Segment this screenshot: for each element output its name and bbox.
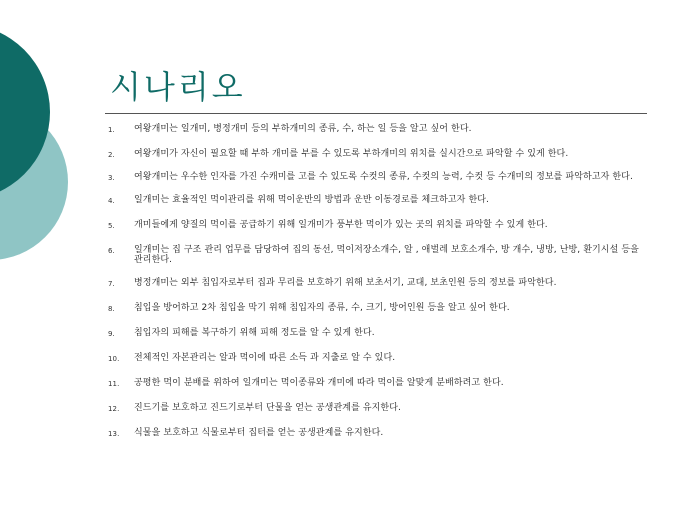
item-number: 6. [108, 247, 115, 255]
list-item [108, 328, 648, 338]
list-item [108, 353, 648, 363]
list-item [108, 220, 648, 230]
list-item [108, 428, 648, 438]
item-number: 7. [108, 280, 115, 288]
item-text: 공평한 먹이 분배를 위하여 일개미는 먹이종류와 개미에 따라 먹이를 알맞게 분배하려고 한다. [134, 378, 504, 388]
list-item [108, 378, 648, 388]
decorative-circles [0, 0, 120, 300]
item-number: 8. [108, 305, 115, 313]
item-number: 2. [108, 151, 115, 159]
title-divider [105, 113, 647, 114]
item-text: 개미들에게 양질의 먹이를 공급하기 위해 일개미가 풍부한 먹이가 있는 곳의 위치를 파악할 수 있게 한다. [134, 220, 548, 230]
item-text: 침입자의 피해를 복구하기 위해 피해 정도를 알 수 있게 한다. [134, 328, 375, 338]
list-item [108, 245, 648, 265]
item-number: 13. [108, 430, 120, 438]
list-item [108, 195, 648, 205]
item-number: 9. [108, 330, 115, 338]
item-text: 식물을 보호하고 식물로부터 집터를 얻는 공생관계를 유지한다. [134, 428, 384, 438]
list-item [108, 172, 648, 182]
item-text: 여왕개미가 자신이 필요할 때 부하 개미를 부를 수 있도록 부하개미의 위치를 실시간으로 파악할 수 있게 한다. [134, 149, 569, 159]
list-item [108, 303, 648, 313]
list-item [108, 278, 648, 288]
item-number: 11. [108, 380, 120, 388]
item-text: 침입을 방어하고 2차 침입을 막기 위해 침입자의 종류, 수, 크기, 방어인원 등을 알고 싶어 한다. [134, 303, 510, 313]
item-number: 4. [108, 197, 115, 205]
item-number: 10. [108, 355, 120, 363]
list-item [108, 149, 648, 159]
list-item [108, 403, 648, 413]
list-item [108, 124, 648, 134]
item-text: 전체적인 자본관리는 알과 먹이에 따른 소득 과 지출로 알 수 있다. [134, 353, 396, 363]
item-number: 1. [108, 126, 115, 134]
item-text: 여왕개미는 일개미, 병정개미 등의 부하개미의 종류, 수, 하는 일 등을 알고 싶어 한다. [134, 124, 472, 134]
item-text: 여왕개미는 우수한 인자를 가진 수캐미를 고를 수 있도록 수컷의 종류, 수컷의 능력, 수컷 등 수개미의 정보를 파악하고자 한다. [134, 172, 633, 182]
scenario-list [108, 124, 648, 453]
item-text: 진드기를 보호하고 진드기로부터 단물을 얻는 공생관계를 유지한다. [134, 403, 401, 413]
item-text: 일개미는 효율적인 먹이관리를 위해 먹이운반의 방법과 운반 이동경로를 체크하고자 한다. [134, 195, 489, 205]
item-text: 병정개미는 외부 침입자로부터 집과 무리를 보호하기 위해 보초서기, 교대, 보초인원 등의 정보를 파악한다. [134, 278, 557, 288]
item-number: 3. [108, 174, 115, 182]
item-number: 5. [108, 222, 115, 230]
slide-title: 시나리오 [110, 68, 246, 106]
item-number: 12. [108, 405, 120, 413]
item-text: 일개미는 집 구조 관리 업무를 담당하여 집의 동선, 먹이저장소개수, 알 , 애벌레 보호소개수, 방 개수, 냉방, 난방, 환기시설 등을 관리한다. [134, 245, 639, 265]
